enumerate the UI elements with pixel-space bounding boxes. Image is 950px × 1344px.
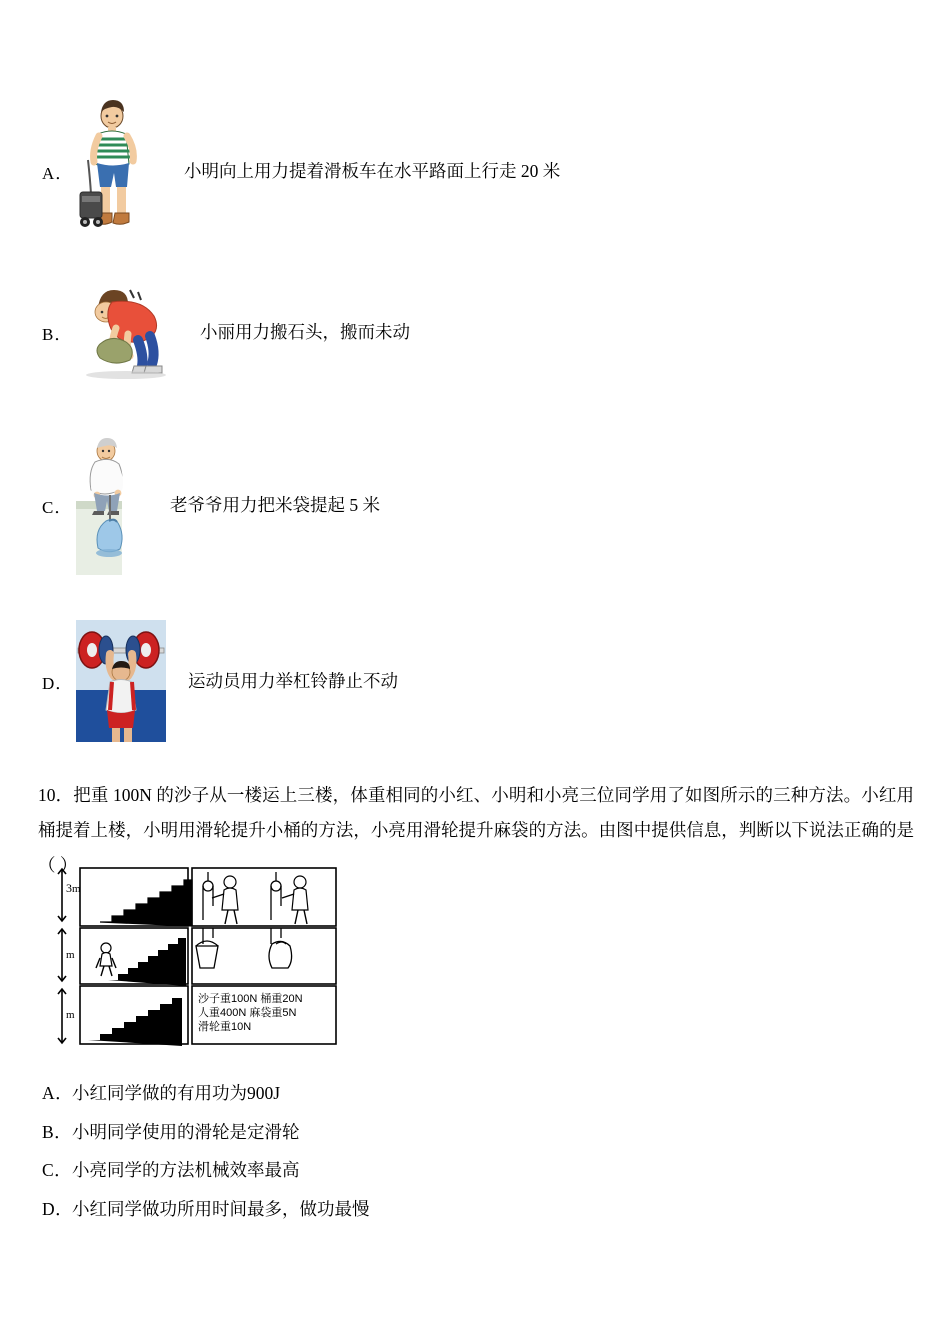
three-methods-stairs-pulley-diagram — [48, 862, 340, 1054]
option-letter-a: A． — [42, 163, 74, 183]
option-row-c — [42, 435, 762, 575]
answer-row-b — [42, 1121, 742, 1142]
weightlifter-illustration — [76, 620, 166, 742]
answer-row-d — [42, 1198, 742, 1219]
answer-letter-d: D． — [42, 1198, 74, 1219]
svg-text:m: m — [66, 949, 75, 961]
answer-text-c: 小亮同学的方法机械效率最高 — [72, 1160, 300, 1180]
option-text-c: 老爷爷用力把米袋提起 5 米 — [170, 494, 380, 515]
option-text-b: 小丽用力搬石头，搬而未动 — [200, 321, 410, 342]
svg-text:m: m — [72, 883, 81, 895]
answer-text-a: 小红同学做的有用功为900J — [72, 1083, 281, 1103]
answer-letter-c: C． — [42, 1160, 73, 1180]
question-10-text: 把重 100N 的沙子从一楼运上三楼，体重相同的小红、小明和小亮三位同学用了如图所示的三种方法。小红用桶提着上楼，小明用滑轮提升小桶的方法，小亮用滑轮提升麻袋的方法。由图中提供信息，判断以下说法正确的是（ ） — [38, 785, 914, 875]
boy-pulling-skateboard-illustration — [76, 96, 160, 246]
answer-letter-a: A． — [42, 1083, 74, 1103]
answer-row-c — [42, 1162, 742, 1180]
option-letter-d: D． — [42, 673, 74, 693]
option-row-a — [42, 96, 762, 246]
option-letter-b: B． — [42, 324, 73, 344]
question-10-number: 10． — [38, 785, 74, 805]
answer-text-d: 小红同学做功所用时间最多，做功最慢 — [72, 1198, 370, 1219]
answer-text-b: 小明同学使用的滑轮是定滑轮 — [72, 1121, 300, 1142]
option-letter-c: C． — [42, 497, 73, 517]
option-row-d — [42, 616, 762, 746]
figure-data-line-1: 沙子重100N 桶重20N — [198, 993, 303, 1005]
option-text-a: 小明向上用力提着滑板车在水平路面上行走 20 米 — [184, 160, 561, 181]
girl-lifting-stone-illustration — [76, 282, 184, 382]
answer-row-a — [42, 1085, 742, 1103]
figure-data-line-2: 人重400N 麻袋重5N — [198, 1007, 297, 1019]
old-man-lifting-rice-bag-illustration — [76, 435, 148, 575]
question-10-answer-list — [42, 1085, 742, 1239]
option-text-d: 运动员用力举杠铃静止不动 — [188, 670, 398, 691]
answer-letter-b: B． — [42, 1121, 73, 1142]
svg-text:3: 3 — [66, 881, 72, 895]
svg-text:m: m — [66, 1009, 75, 1021]
option-row-b — [42, 282, 762, 382]
figure-data-line-3: 滑轮重10N — [198, 1021, 252, 1033]
